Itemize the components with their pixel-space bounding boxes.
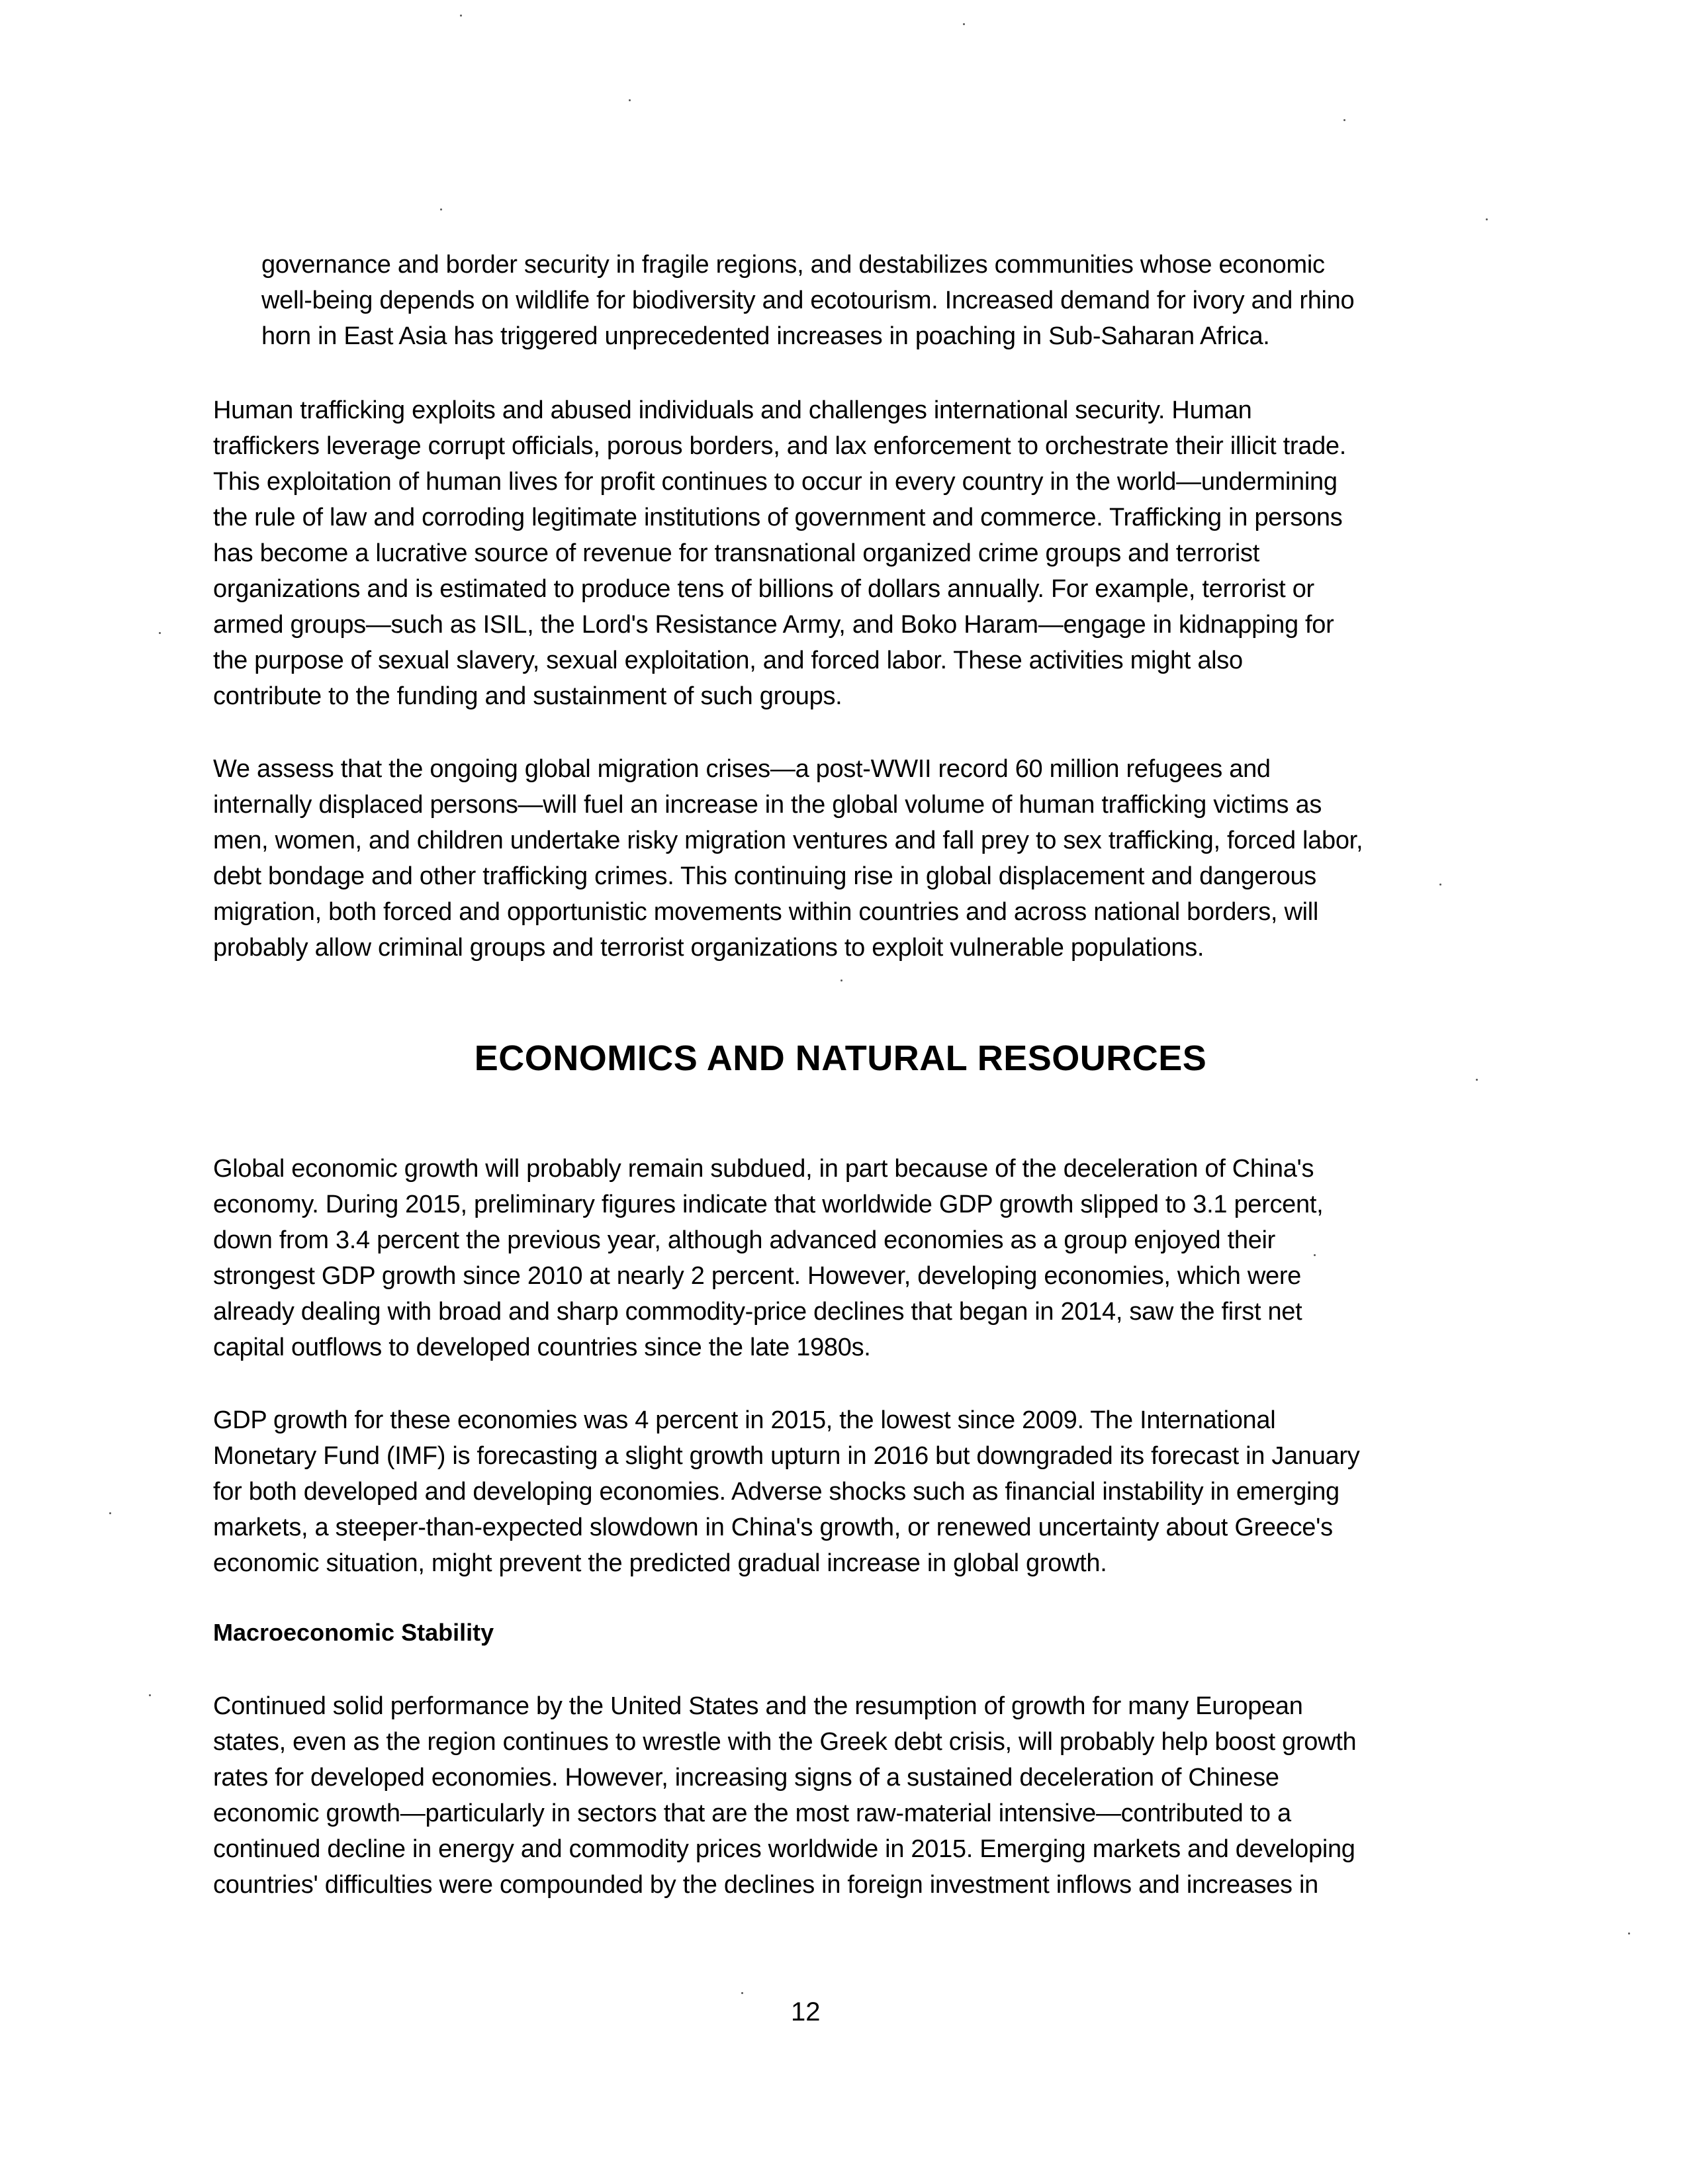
scan-speck [1314,1254,1316,1256]
text-line: horn in East Asia has triggered unprecedented increases in poaching in Sub-Saharan Africa. [261,322,1270,350]
text-line: the rule of law and corroding legitimate institutions of government and commerce. Trafficking in persons [213,504,1343,531]
text-line: GDP growth for these economies was 4 percent in 2015, the lowest since 2009. The International [213,1406,1276,1434]
scan-speck [440,208,442,210]
text-line: the purpose of sexual slavery, sexual exploitation, and forced labor. These activities might also [213,647,1243,674]
scan-speck [159,632,161,634]
scan-speck [460,15,462,17]
scan-speck [741,1992,743,1994]
scan-speck [109,1512,111,1514]
scan-speck [1476,1079,1478,1081]
scan-speck [1486,218,1488,220]
text-line: strongest GDP growth since 2010 at nearly 2 percent. However, developing economies, which were [213,1262,1302,1290]
text-line: for both developed and developing economies. Adverse shocks such as financial instability in emerging [213,1478,1340,1506]
text-line: capital outflows to developed countries since the late 1980s. [213,1334,871,1361]
text-line: continued decline in energy and commodity prices worldwide in 2015. Emerging markets and developing [213,1835,1355,1863]
scan-speck [149,1694,151,1696]
scan-speck [963,23,965,25]
text-line: probably allow criminal groups and terrorist organizations to exploit vulnerable populations. [213,934,1204,962]
scan-speck [629,99,631,101]
text-line: down from 3.4 percent the previous year, although advanced economies as a group enjoyed their [213,1226,1276,1254]
text-line: economic situation, might prevent the predicted gradual increase in global growth. [213,1549,1107,1577]
text-line: has become a lucrative source of revenue for transnational organized crime groups and terrorist [213,539,1260,567]
scan-speck [840,979,842,981]
text-line: organizations and is estimated to produce tens of billions of dollars annually. For example, terrorist or [213,575,1314,603]
text-line: countries' difficulties were compounded by the declines in foreign investment inflows and increases in [213,1871,1318,1899]
text-line: This exploitation of human lives for profit continues to occur in every country in the world—undermining [213,468,1338,496]
text-line: internally displaced persons—will fuel an increase in the global volume of human trafficking victims as [213,791,1322,819]
text-line: debt bondage and other trafficking crimes. This continuing rise in global displacement and dangerous [213,862,1316,890]
page-number: 12 [791,1997,821,2026]
text-line: traffickers leverage corrupt officials, porous borders, and lax enforcement to orchestrate their illicit trade. [213,432,1347,460]
text-line: contribute to the funding and sustainment of such groups. [213,682,842,710]
scan-speck [1439,884,1441,886]
section-heading: ECONOMICS AND NATURAL RESOURCES [474,1038,1207,1078]
text-line: Monetary Fund (IMF) is forecasting a slight growth upturn in 2016 but downgraded its forecast in January [213,1442,1360,1470]
text-line: Global economic growth will probably remain subdued, in part because of the deceleration of China's [213,1155,1314,1183]
text-line: economy. During 2015, preliminary figures indicate that worldwide GDP growth slipped to 3.1 percent, [213,1191,1324,1218]
text-line: Continued solid performance by the United States and the resumption of growth for many European [213,1692,1303,1720]
text-line: governance and border security in fragile regions, and destabilizes communities whose economic [261,251,1325,279]
scan-speck [1628,1933,1630,1934]
text-line: well-being depends on wildlife for biodiversity and ecotourism. Increased demand for ivory and rhino [261,287,1355,314]
text-line: men, women, and children undertake risky migration ventures and fall prey to sex trafficking, forced labor, [213,827,1363,854]
text-line: We assess that the ongoing global migration crises—a post-WWII record 60 million refugees and [213,755,1271,783]
text-line: states, even as the region continues to wrestle with the Greek debt crisis, will probably help boost growth [213,1728,1357,1756]
text-line: armed groups—such as ISIL, the Lord's Resistance Army, and Boko Haram—engage in kidnapping for [213,611,1334,639]
text-line: Human trafficking exploits and abused individuals and challenges international security. Human [213,396,1252,424]
text-line: economic growth—particularly in sectors that are the most raw-material intensive—contributed to a [213,1799,1291,1827]
scan-speck [1343,119,1345,121]
text-line: migration, both forced and opportunistic movements within countries and across national borders, will [213,898,1319,926]
text-line: already dealing with broad and sharp commodity-price declines that began in 2014, saw the first net [213,1298,1302,1326]
text-line: rates for developed economies. However, increasing signs of a sustained deceleration of Chinese [213,1764,1279,1792]
subheading-macroeconomic-stability: Macroeconomic Stability [213,1619,494,1646]
text-line: markets, a steeper-than-expected slowdown in China's growth, or renewed uncertainty about Greece's [213,1514,1333,1541]
